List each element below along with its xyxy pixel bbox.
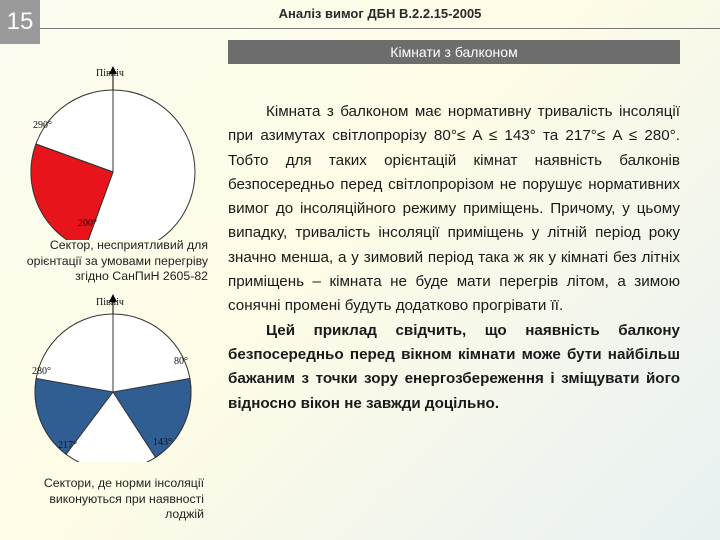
slide-number-text: 15 bbox=[6, 8, 34, 35]
paragraph-1: Кімната з балконом має нормативну тривалість інсоляції при азимутах світлопрорізу 80°≤ A ≤ 143° та 217°≤ A ≤ 280°. Тобто для таких орієнтацій кімнат наявність балконів безпосередньо перед світлопрорізом не порушує нормативних вимог до інсоляційного режиму приміщень. Причому, у цьому випадку, тривалість інсоляції приміщень у літній період року значно менша, а у зимовий період така ж як у кімнаті без літніх приміщень – кімната не буде мати перегрів літом, а зимою сонячні промені будуть додатково прогрівати її. bbox=[228, 103, 680, 315]
body-text bbox=[228, 100, 680, 416]
angle-280-label: 280° bbox=[32, 366, 51, 377]
loggias-caption: Сектори, де норми інсоляції виконуються при наявності лоджій bbox=[43, 476, 204, 521]
north-label: Північ bbox=[96, 68, 124, 79]
angle-80-label: 80° bbox=[174, 356, 188, 367]
paragraph-2: Цей приклад свідчить, що наявність балкону безпосередньо перед вікном кімнати може бути найбільш бажаним з точки зору енергозбереження і зміщувати його відносно вікон не завжди доцільно. bbox=[228, 321, 680, 412]
page-title: Аналіз вимог ДБН В.2.2.15-2005 bbox=[278, 6, 482, 21]
angle-290-label: 290° bbox=[33, 120, 52, 131]
compass-diagram-loggias bbox=[0, 292, 225, 462]
section-banner: Кімнати з балконом bbox=[228, 40, 680, 64]
angle-217-label: 217° bbox=[58, 440, 77, 451]
angle-143-label: 143° bbox=[153, 437, 172, 448]
overheating-caption: Сектор, несприятливий для орієнтації за умовами перегріву згідно СанПиН 2605-82 bbox=[26, 238, 208, 283]
compass-diagram-overheating bbox=[0, 60, 225, 240]
slide-number bbox=[0, 0, 40, 44]
header-divider bbox=[40, 28, 720, 29]
north-label-2: Північ bbox=[96, 297, 124, 308]
angle-200-label: 200° bbox=[78, 218, 97, 229]
